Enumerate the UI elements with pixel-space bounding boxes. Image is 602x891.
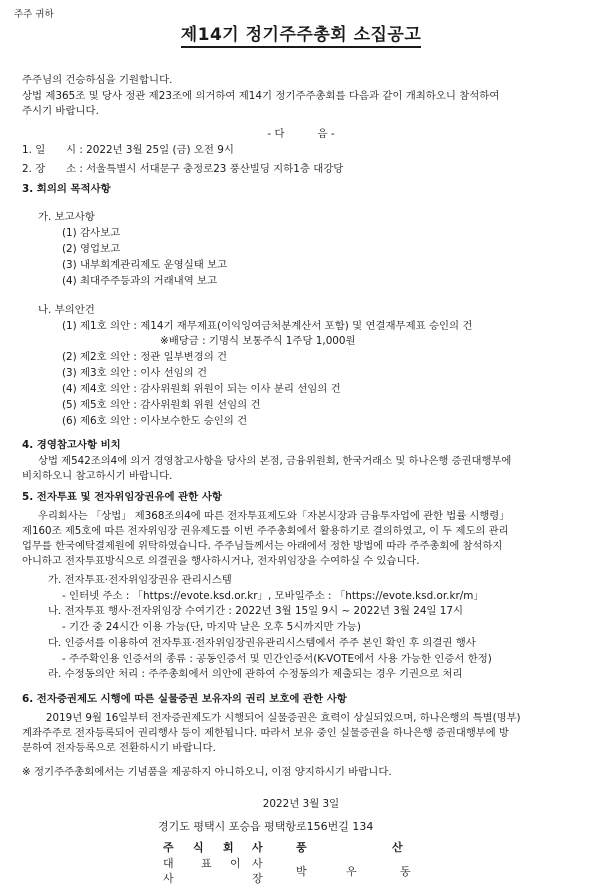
item-date-value: 시 : 2022년 3월 25일 (금) 오전 9시 (66, 144, 234, 156)
report-item: (4) 최대주주등과의 거래내역 보고 (62, 275, 218, 287)
section-heading: 3. 회의의 목적사항 (22, 183, 111, 195)
notice-date: 2022년 3월 3일 (262, 798, 340, 810)
paragraph-line: 우리회사는 「상법」 제368조의4에 따른 전자투표제도와「자본시장과 금융투자업에 관한 법률 시행령」 (38, 510, 510, 522)
subsection-heading: 나. 전자투표 행사·전자위임장 수여기간 : 2022년 3월 15일 9시 ~ 2022년 3월 24일 17시 (48, 605, 464, 617)
intro-line: 상법 제365조 및 당사 정관 제23조에 의거하여 제14기 정기주주총회를 다음과 같이 개최하오니 참석하여 (22, 90, 500, 102)
company-name-char: 회 (223, 841, 234, 854)
agenda-item: (6) 제6호 의안 : 이사보수한도 승인의 건 (62, 415, 248, 427)
agenda-item: (1) 제1호 의안 : 제14기 재무제표(이익잉여금처분계산서 포함) 및 연결재무제표 승인의 건 (62, 320, 473, 332)
report-item: (2) 영업보고 (62, 243, 121, 255)
subsection-heading: 가. 전자투표·전자위임장권유 관리시스템 (48, 574, 232, 586)
rep-title-char: 대 (163, 857, 174, 870)
report-item: (3) 내부회계관리제도 운영실태 보고 (62, 259, 228, 271)
subsection-heading: 다. 인증서를 이용하여 전자투표·전자위임장권유관리시스템에서 주주 본인 확인 후 의결권 행사 (48, 637, 476, 649)
company-name-char: 사 (252, 841, 263, 854)
paragraph-line: 아니하고 전자투표방식으로 의결권을 행사하시거나, 전자위임장을 수여하실 수 있습니다. (22, 555, 420, 567)
rep-title-char: 표 (201, 857, 212, 870)
section-heading: 6. 전자증권제도 시행에 따른 실물증권 보유자의 권리 보호에 관한 사항 (22, 693, 347, 705)
rep-name-char: 박 (296, 865, 307, 878)
rep-title-char: 사 (252, 857, 263, 870)
subsection-detail: - 인터넷 주소 : 「https://evote.ksd.or.kr」, 모바일주소 : 「https://evote.ksd.or.kr/m」 (62, 590, 484, 602)
company-address: 경기도 평택시 포승읍 평택항로156번길 134 (158, 820, 374, 833)
item-date-num: 1. 일 (22, 144, 46, 156)
rep-name-char: 동 (400, 865, 411, 878)
paragraph-line: 제160조 제5호에 따른 전자위임장 권유제도를 이번 주주총회에서 활용하기로 결의하였고, 이 두 제도의 관리 (22, 525, 509, 537)
paragraph-line: 비치하오니 참고하시기 바랍니다. (22, 470, 173, 482)
subsection-heading: 라. 수정동의안 처리 : 주주총회에서 의안에 관하여 수정동의가 제출되는 경우 기권으로 처리 (48, 668, 463, 680)
item-place-value: 소 : 서울특별시 서대문구 충정로23 풍산빌딩 지하1층 대강당 (66, 163, 344, 175)
report-item: (1) 감사보고 (62, 227, 121, 239)
addressee: 주주 귀하 (14, 9, 54, 20)
company-name-char: 산 (392, 841, 403, 854)
company-name-char: 식 (193, 841, 204, 854)
rep-title-char: 사 (163, 872, 174, 885)
report-heading: 가. 보고사항 (38, 211, 95, 223)
agenda-heading: 나. 부의안건 (38, 304, 95, 316)
dividend-note: ※배당금 : 기명식 보통주식 1주당 1,000원 (160, 335, 356, 347)
subsection-detail: - 기간 중 24시간 이용 가능(단, 마지막 날은 오후 5시까지만 가능) (62, 621, 361, 633)
subsection-detail: - 주주확인용 인증서의 종류 : 공동인증서 및 민간인증서(K-VOTE에서 사용 가능한 인증서 한정) (62, 653, 492, 665)
agenda-item: (3) 제3호 의안 : 이사 선임의 건 (62, 367, 208, 379)
rep-name-char: 우 (346, 865, 357, 878)
paragraph-line: 상법 제542조의4에 의거 경영참고사항을 당사의 본점, 금융위원회, 한국거래소 및 하나은행 증권대행부에 (38, 455, 512, 467)
intro-line: 주시기 바랍니다. (22, 105, 99, 117)
section-heading: 4. 경영참고사항 비치 (22, 439, 121, 451)
page-title-text: 제14기 정기주주총회 소집공고 (181, 25, 422, 48)
section-heading: 5. 전자투표 및 전자위임장권유에 관한 사항 (22, 491, 222, 503)
page-title (0, 20, 602, 45)
agenda-item: (4) 제4호 의안 : 감사위원회 위원이 되는 이사 분리 선임의 건 (62, 383, 341, 395)
paragraph-line: 업무를 한국예탁결제원에 위탁하였습니다. 주주님들께서는 아래에서 정한 방법에 따라 주주총회에 참석하지 (22, 540, 503, 552)
item-place-num: 2. 장 (22, 163, 46, 175)
agenda-item: (5) 제5호 의안 : 감사위원회 위원 선임의 건 (62, 399, 261, 411)
section-divider-text: - 다 음 - (267, 128, 335, 140)
closing-note: ※ 정기주주총회에서는 기념품을 제공하지 아니하오니, 이점 양지하시기 바랍니다. (22, 766, 392, 778)
rep-title-char: 이 (230, 857, 241, 870)
paragraph-line: 2019년 9월 16일부터 전자증권제도가 시행되어 실물증권은 효력이 상실되었으며, 하나은행의 특별(명부) (46, 712, 521, 724)
intro-line: 주주님의 건승하심을 기원합니다. (22, 74, 173, 86)
paragraph-line: 문하여 전자등록으로 전환하시기 바랍니다. (22, 742, 216, 754)
paragraph-line: 계좌주주로 전자등록되어 권리행사 등이 제한됩니다. 따라서 보유 중인 실물증권을 하나은행 증권대행부에 방 (22, 727, 509, 739)
company-name-char: 풍 (296, 841, 307, 854)
company-name-char: 주 (163, 841, 174, 854)
agenda-item: (2) 제2호 의안 : 정관 일부변경의 건 (62, 351, 228, 363)
rep-title-char: 장 (252, 872, 263, 885)
